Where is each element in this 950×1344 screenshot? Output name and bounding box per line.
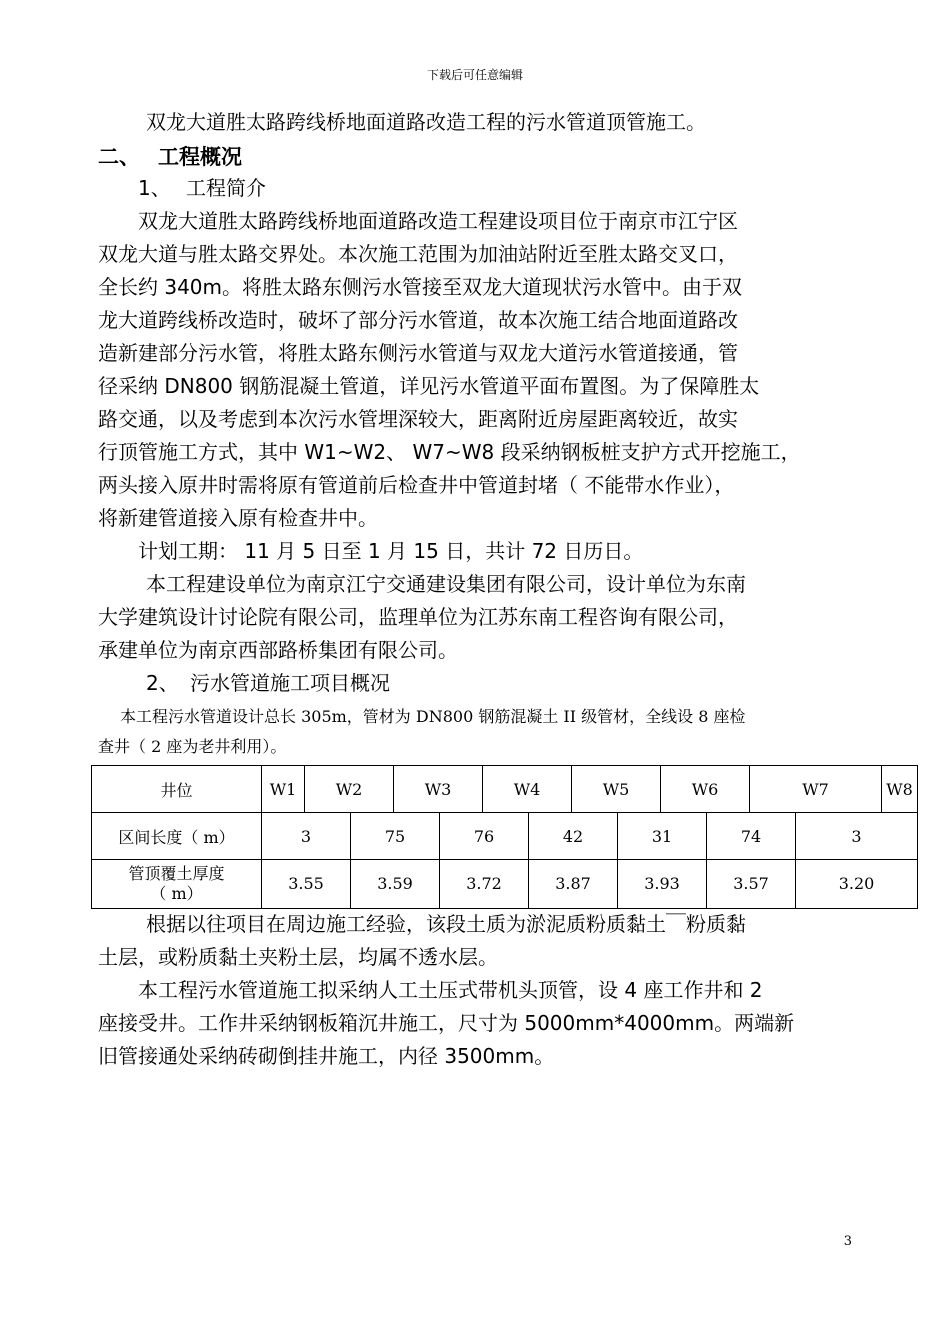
table-cell: 3 <box>796 813 918 860</box>
para5-line: 旧管接通处采纳砖砌倒挂井施工，内径 3500mm。 <box>98 1044 555 1068</box>
table-row <box>92 860 918 909</box>
table-cell <box>92 860 262 909</box>
table-cell: W6 <box>661 766 750 813</box>
intro-line: 双龙大道胜太路跨线桥地面道路改造工程的污水管道顶管施工。 <box>146 110 706 134</box>
section-number: 二、 <box>98 145 140 169</box>
para1-line: 路交通，以及考虑到本次污水管埋深较大，距离附近房屋距离较近，故实 <box>98 407 738 431</box>
well-data-table <box>91 765 918 909</box>
table-cell: 75 <box>351 813 440 860</box>
table-cell: 区间长度（ m） <box>92 813 262 860</box>
table-cell: 3.59 <box>351 860 440 909</box>
table-cell: 3.57 <box>707 860 796 909</box>
table-cell: W3 <box>394 766 483 813</box>
table-label-line: 管顶覆土厚度 <box>128 864 225 883</box>
table-cell: W5 <box>572 766 661 813</box>
table-cell: W2 <box>305 766 394 813</box>
para1-line: 双龙大道与胜太路交界处。本次施工范围为加油站附近至胜太路交叉口， <box>98 242 738 266</box>
subsection-2-title: 污水管道施工项目概况 <box>190 671 390 695</box>
subsection-1-heading <box>138 172 266 205</box>
subsection-2-number: 2、 <box>146 671 179 695</box>
table-cell: W1 <box>262 766 305 813</box>
table-cell: W8 <box>882 766 918 813</box>
page-header: 下载后可任意编辑 <box>426 68 523 82</box>
table-cell: W7 <box>750 766 882 813</box>
table-cell: 3.87 <box>529 860 618 909</box>
table-cell: W4 <box>483 766 572 813</box>
para3-line: 本工程污水管道设计总长 305m，管材为 DN800 钢筋混凝土 II 级管材，全线设 8 座检 <box>120 707 746 726</box>
para5-line: 座接受井。工作井采纳钢板箱沉井施工，尺寸为 5000mm*4000mm。两端新 <box>98 1011 795 1035</box>
table-cell: 3.93 <box>618 860 707 909</box>
para5-line: 本工程污水管道施工拟采纳人工土压式带机头顶管，设 4 座工作井和 2 <box>138 978 763 1002</box>
para1-line: 将新建管道接入原有检查井中。 <box>98 506 378 530</box>
para4-line: 土层，或粉质黏土夹粉土层，均属不透水层。 <box>98 945 498 969</box>
table-cell: 3.20 <box>796 860 918 909</box>
para3-line: 查井（ 2 座为老井利用）。 <box>98 737 287 756</box>
subsection-2-heading <box>146 667 390 700</box>
schedule-line: 计划工期： 11 月 5 日至 1 月 15 日，共计 72 日历日。 <box>138 539 644 563</box>
table-label-line: （ m） <box>150 884 203 903</box>
table-cell: 74 <box>707 813 796 860</box>
section-heading <box>98 141 242 171</box>
subsection-1-number: 1、 <box>138 176 171 200</box>
table-cell: 42 <box>529 813 618 860</box>
para1-line: 径采纳 DN800 钢筋混凝土管道，详见污水管道平面布置图。为了保障胜太 <box>98 374 760 398</box>
para2-line: 本工程建设单位为南京江宁交通建设集团有限公司，设计单位为东南 <box>146 572 746 596</box>
subsection-1-title: 工程简介 <box>186 176 266 200</box>
table-cell: 3.55 <box>262 860 351 909</box>
para2-line: 大学建筑设计讨论院有限公司，监理单位为江苏东南工程咨询有限公司， <box>98 605 738 629</box>
table-cell: 31 <box>618 813 707 860</box>
para1-line: 行顶管施工方式，其中 W1~W2、 W7~W8 段采纳钢板桩支护方式开挖施工， <box>98 440 801 464</box>
para1-line: 全长约 340m。将胜太路东侧污水管接至双龙大道现状污水管中。由于双 <box>98 275 743 299</box>
para1-line: 龙大道跨线桥改造时，破坏了部分污水管道，故本次施工结合地面道路改 <box>98 308 738 332</box>
table-cell: 76 <box>440 813 529 860</box>
para1-line: 两头接入原井时需将原有管道前后检查井中管道封堵（ 不能带水作业）， <box>98 473 735 497</box>
table-cell: 3.72 <box>440 860 529 909</box>
para4-line: 根据以往项目在周边施工经验，该段土质为淤泥质粉质黏土￣粉质黏 <box>146 912 746 936</box>
section-title: 工程概况 <box>158 145 242 169</box>
para1-line: 双龙大道胜太路跨线桥地面道路改造工程建设项目位于南京市江宁区 <box>138 209 738 233</box>
table-row <box>92 813 918 860</box>
table-cell: 井位 <box>92 766 262 813</box>
page-number: 3 <box>843 1234 852 1249</box>
table-row <box>92 766 918 813</box>
table-cell: 3 <box>262 813 351 860</box>
para1-line: 造新建部分污水管，将胜太路东侧污水管道与双龙大道污水管道接通，管 <box>98 341 738 365</box>
para2-line: 承建单位为南京西部路桥集团有限公司。 <box>98 638 458 662</box>
